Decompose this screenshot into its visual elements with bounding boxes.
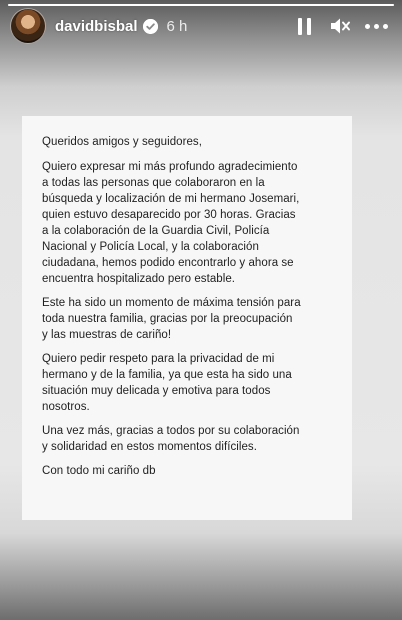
username[interactable]: davidbisbal	[55, 17, 138, 35]
letter-greeting: Queridos amigos y seguidores,	[42, 136, 202, 148]
avatar[interactable]	[10, 8, 46, 44]
verified-badge-icon	[143, 19, 158, 34]
letter-paragraph-1: Quiero expresar mi más profundo agradecimiento a todas las personas que colaboraron en la búsqueda y localización de mi hermano Josemari, quien estuvo desaparecido por 30 horas. Gracias a la colaboración de la Guardia Civil, Policía Nacional y Policía Local, y la colaboración ciudadana, hemos podido encontrarlo y ahora se encuentra hospitalizado pero estable.	[42, 161, 300, 285]
letter-paragraph-3: Quiero pedir respeto para la privacidad de mi hermano y de la familia, ya que esta ha sido una situación muy delicada y emotiva para todos nosotros.	[42, 353, 292, 413]
story-progress-fill	[8, 4, 394, 6]
story-progress-bar	[8, 4, 394, 6]
mute-button[interactable]	[322, 11, 358, 41]
letter-signoff: Con todo mi cariño db	[42, 465, 156, 477]
letter-paragraph-2: Este ha sido un momento de máxima tensión para toda nuestra familia, gracias por la preocupación y las muestras de cariño!	[42, 297, 301, 341]
pause-icon	[298, 18, 311, 35]
letter-paragraph-4: Una vez más, gracias a todos por su colaboración y solidaridad en estos momentos difíciles.	[42, 425, 300, 453]
statement-letter	[22, 116, 352, 520]
story-header	[10, 8, 394, 44]
pause-button[interactable]	[286, 11, 322, 41]
speaker-muted-icon	[329, 16, 351, 36]
story-controls	[286, 11, 394, 41]
post-time: 6 h	[166, 17, 188, 35]
more-options-button[interactable]	[358, 11, 394, 41]
more-options-icon	[365, 24, 388, 29]
